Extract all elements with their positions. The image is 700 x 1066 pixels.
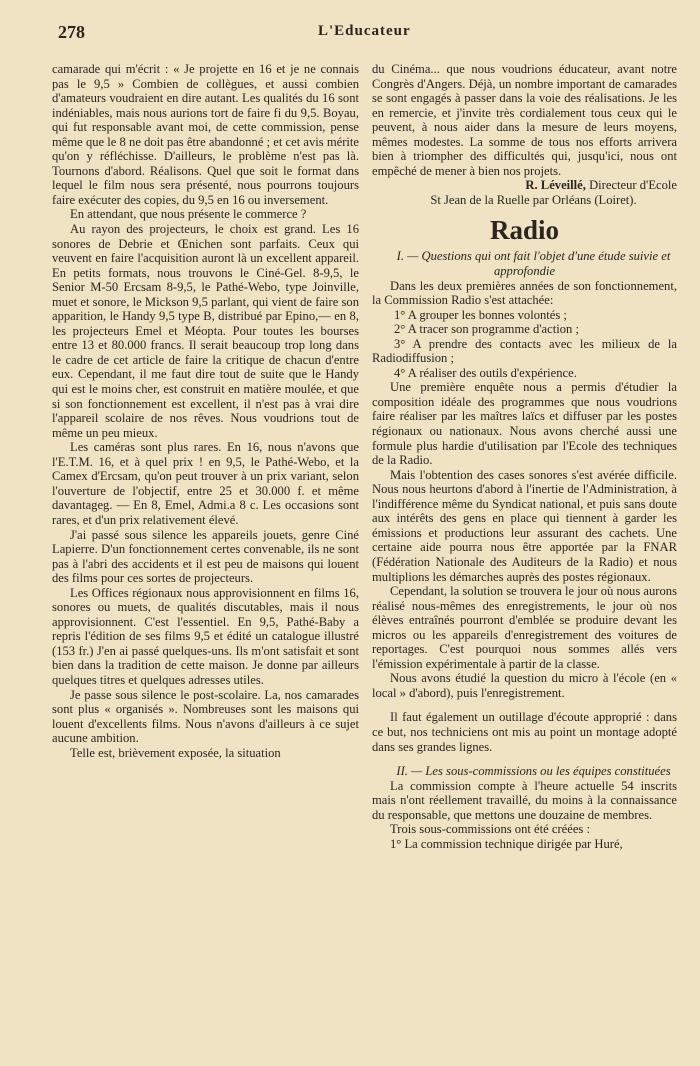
paragraph: camarade qui m'écrit : « Je projette en 16 et je ne connais pas le 9,5 » Combien de collègues, et aussi combien d'amateurs voudraient en dire autant. Les qualités du 16 sont indéniables, mais nous aurions tort de faire fi du 9,5. Boyau, qui fut responsable avant moi, de cette commission, pense même que le 8 ne doit pas être abandonné ; et cet avis mérite qu'on y réfléchisse. D'ailleurs, le problème n'est pas là. Tournons d'abord. Réalisons. Quel que soit le format dans lequel le film nous sera présenté, nous pourrons toujours faire exécuter des copies, du 9,5 en 16 ou inversement. [52, 62, 359, 207]
spacer [372, 754, 677, 764]
page-header [58, 22, 658, 46]
paragraph: En attendant, que nous présente le commerce ? [70, 207, 307, 222]
list-item: 2° A tracer son programme d'action ; [394, 322, 579, 337]
signature-place: St Jean de la Ruelle par Orléans (Loiret). [430, 192, 637, 207]
signature-title: Directeur d'Ecole [585, 178, 677, 193]
paragraph: Cependant, la solution se trouvera le jour où nous aurons réalisé nous-mêmes des enregistrements, le jour où nos élèves entraînés pourront d'emblée se produire devant les micros ou les appareils d'enregistrement des voitures de reportages. C'est pourquoi nous sommes allés vers l'émission expérimentale à partir de la classe. [372, 584, 677, 671]
subheading: I. — Questions qui ont fait l'objet d'une étude suivie et approfondie [396, 249, 671, 279]
paragraph: Les Offices régionaux nous approvisionnent en films 16, sonores ou muets, de qualités discutables, mais il nous approvisionnent. C'est l'essentiel. En 9,5, Pathé-Baby a repris l'édition de ses films 9,5 et édité un catalogue illustré (153 fr.) J'en ai passé quelques-uns. Ils m'ont satisfait et sont bien dans la tradition de cette maison. Je donne par ailleurs quelques titres et quelques adresses utiles. [52, 585, 359, 687]
left-column [52, 62, 359, 760]
paragraph: Au rayon des projecteurs, le choix est grand. Les 16 sonores de Debrie et Œnichen sont parfaits. Ceux qui veuvent en faire l'acquisition auront là un excellent appareil. En petits formats, nous trouvons le Ciné-Gel. 8-9,5, le Senior M-50 Ercsam 8-9,5, le Pathé-Webo, type Joinville, muet et sonore, le Mickson 9,5 parlant, qui vient de faire son apparition, le Handy 9,5 type B, distribué par Epino,— en 8, les projecteurs Emel et Méopta. Pour toutes les bourses entre 13 et 80.000 francs. Il serait beaucoup trop long dans le cadre de cet article de faire la critique de chacun d'entre eux. Cependant, il me faut dire tout de suite que le Handy qui est le moins cher, est construit en matière moulée, et que si son fonctionnement est excellent, il n'est pas à vrai dire l'appareil scolaire de nos rêves. Nous voudrions tout de même un peu mieux. [52, 222, 359, 440]
list-item: 1° A grouper les bonnes volontés ; [394, 307, 567, 322]
numbered-list [372, 308, 677, 381]
section-title: Radio [489, 215, 560, 246]
right-column [372, 62, 677, 851]
page-number: 278 [58, 22, 85, 42]
paragraph: 1° La commission technique dirigée par Huré, [390, 836, 623, 851]
signature-name: R. Léveillé, [525, 178, 586, 193]
list-item: 3° A prendre des contacts avec les milieux de la Radiodiffusion ; [372, 336, 677, 366]
paragraph: Les caméras sont plus rares. En 16, nous n'avons que l'E.T.M. 16, et à quel prix ! en 9,5, le Pathé-Webo, et la Camex d'Ercsam, qu'on peut trouver à un prix variant, selon l'ouverture de l'objectif, entre 25 et 30.000 f. et même davantageg. — En 8, Emel, Admi.a 8 c. Les occasions sont rares, et d'un prix relativement élevé. [52, 440, 359, 527]
paragraph: Nous avons étudié la question du micro à l'école (en « local » d'abord), puis l'enregistrement. [372, 671, 677, 700]
paragraph: Telle est, brièvement exposée, la situation [70, 745, 281, 760]
paragraph: La commission compte à l'heure actuelle 54 inscrits mais n'ont réellement travaillé, du moins à la connaissance du responsable, que mettons une douzaine de membres. [372, 778, 677, 822]
running-head: L'Educateur [318, 23, 411, 39]
paragraph: du Cinéma... que nous voudrions éducateur, avant notre Congrès d'Angers. Déjà, un nombre important de camarades se sont engagés à passer dans la voie des réalisations. Je les en remercie, et j'invite très cordialement tous ceux qui le peuvent, à nous aider dans la mesure de leurs moyens, mêmes modestes. La somme de tous nos efforts arrivera bien à triompher des difficultés qui, jusqu'ici, nous ont empêché de mener à bien nos projets. [372, 62, 677, 178]
spacer [372, 700, 677, 710]
paragraph: Il faut également un outillage d'écoute approprié : dans ce but, nos techniciens ont mis au point un montage adopté dans ses grandes lignes. [372, 710, 677, 754]
paragraph: Dans les deux premières années de son fonctionnement, la Commission Radio s'est attachée: [372, 278, 677, 308]
list-item: 4° A réaliser des outils d'expérience. [394, 365, 577, 380]
signature [372, 178, 677, 193]
paragraph: Mais l'obtention des cases sonores s'est avérée difficile. Nous nous heurtons d'abord à l'inertie de l'Administration, à l'indifférence même du Syndicat national, et puis sans doute aux intérêts des gens en place qui tiennent à garder les émissions et productions leur assurant des cachets. Une certaine aide pourra nous être apportée par la FNAR (Fédération Nationale des Auditeurs de la Radio) et nous multiplions les démarches auprès des postes régionaux. [372, 467, 677, 584]
paragraph: Je passe sous silence le post-scolaire. La, nos camarades sont plus « organisés ». Nombreuses sont les maisons qui louent d'excellents films. Nous n'avons d'ailleurs à ce sujet aucune ambition. [52, 687, 359, 746]
paragraph: Trois sous-commissions ont été créées : [390, 822, 590, 837]
subheading: II. — Les sous-commissions ou les équipes constituées [396, 764, 671, 779]
paragraph: J'ai passé sous silence les appareils jouets, genre Ciné Lapierre. D'un fonctionnement certes convenable, ils ne sont pas à l'abri des accidents et il est peu de maisons qui louent des films pour ces sortes de projecteurs. [52, 527, 359, 586]
paragraph: Une première enquête nous a permis d'étudier la composition idéale des programmes que nous voudrions faire réaliser par les maîtres laïcs et diffuser par les postes régionaux ou nationaux. Nous avons cherché aussi une formule plus hardie d'utilisation par l'Ecole des techniques de la Radio. [372, 380, 677, 468]
